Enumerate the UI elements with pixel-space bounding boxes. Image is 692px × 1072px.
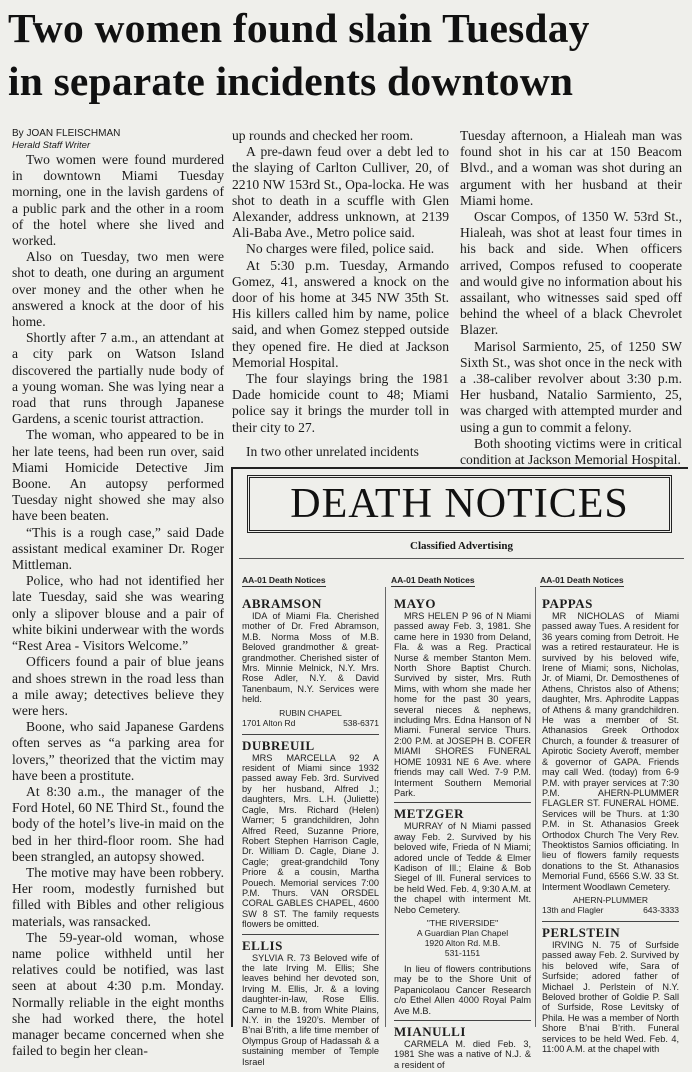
paragraph: The motive may have been robbery. Her room, modestly furnished but filled with Bibles and other religious materials, was ransacked. — [12, 864, 224, 929]
headline — [8, 2, 688, 108]
article-column-1 — [12, 128, 224, 1059]
section-label: AA-01 Death Notices — [391, 575, 475, 585]
notice-name: MAYO — [394, 596, 436, 611]
notice-chapel — [242, 708, 379, 728]
divider — [242, 734, 379, 735]
divider — [239, 558, 684, 559]
chapel-name: "THE RIVERSIDE" — [426, 917, 499, 928]
paragraph: Officers found a pair of blue jeans and shoes strewn in the road less than a mile away; detectives believe they were hers. — [12, 654, 224, 718]
chapel-address: 1920 Alton Rd. M.B. — [424, 937, 501, 948]
chapel-address: 1701 Alton Rd — [242, 717, 296, 728]
notice-name: PERLSTEIN — [542, 924, 621, 940]
paragraph: In two other unrelated incidents — [246, 444, 419, 459]
chapel-phone: 531-1151 — [444, 947, 481, 958]
notice-body: MRS MARCELLA 92 A resident of Miami since 1932 passed away Feb. 3rd. Survived by her husband, Alfred J.; daughters, Mrs. L.H. (Juliette) Cagle, Mrs. Richard (Helen) Warner; 5 grandchildren, John Alfred Reed, Suzanne Priore, Robert Stephen Harrison Cagle, Dr. William D. Cagle, Diane J. Cagle; great-grandchild Tony Priore & a cousin, Martha Pouech. Memorial services 7:00 P.M. Thurs. VAN ORSDEL CORAL GABLES CHAPEL, 4600 SW 8 ST. The family requests flowers be omitted. — [242, 752, 379, 930]
divider — [394, 1020, 531, 1021]
section-label: AA-01 Death Notices — [540, 575, 624, 585]
notice-name: PAPPAS — [542, 596, 593, 611]
paragraph: No charges were filed, police said. — [246, 241, 435, 257]
paragraph: Police, who had not identified her late Tuesday, said she was wearing only a slipover blouse and a pair of white bikini underwear with the words “Rest Area - Visitors Welcome.” — [12, 573, 224, 654]
notice-name: DUBREUIL — [242, 737, 315, 753]
notice-body: IRVING N. 75 of Surfside passed away Feb. 2. Survived by his beloved wife, Sara of Surfside; adored father of Michael J. Perlstein of N.Y. Beloved brother of Goldie P. Sall of Surfside, Rose Levitsky of Phila. He was a member of North Shore B’nai B’rith. Funeral services to be held Wed. Feb. 4, 11:00 A.M. at the chapel with — [542, 939, 679, 1055]
byline — [12, 128, 224, 152]
death-notices-section — [231, 467, 688, 1070]
article-column-2-continued — [232, 444, 449, 460]
headline-line-1: Two women found slain Tuesday — [8, 5, 590, 51]
notice-body: MR NICHOLAS of Miami passed away Tues. A resident for 36 years coming from Detroit. He was a retired restaurateur. He is survived by his beloved wife, Irene of Miami; sons, Nicholas, Jr. of Miami, Dr. Demosthenes of Athens, Christos also of Athens; daughter, Mrs. Aphrodite Lappas of Athens & many grandchildren. He was a member of St. Athanasios Greek Orthodox Church, a founder & treasurer of Apirotic Society Averoff, member & governor of GAPA. Friends may call Wed. (today) from 6-9 P.M. with prayer services at 7:30 P.M. AHERN-PLUMMER FLAGLER ST. FUNERAL HOME. Services will be Thurs. at 1:30 P.M. in St. Athanasios Greek Orthodox Church The Very Rev. Theoktistos Samios officiating. In lieu of flowers family requests donations to the St. Athanasios Memorial Fund, 6566 S.W. 33 St. Interment Woodlawn Cemetery. — [542, 611, 679, 892]
notice-body: IDA of Miami Fla. Cherished mother of Dr. Fred Abramson, M.B. Norma Moss of M.B. Beloved grandmother & great-grandmother. Cherished sister of Mrs. Minnie Melnick, N.Y. Mrs. Rose Adler, N.Y. & David Tanenbaum, N.Y. Services were held. — [242, 611, 379, 705]
notice-name: MIANULLI — [394, 1024, 466, 1039]
paragraph: up rounds and checked her room. — [232, 128, 414, 143]
paragraph: Shortly after 7 a.m., an attendant at a city park on Watson Island discovered the partially nude body of a young woman. She was lying near a road that runs through Japanese Gardens, a scenic tourist attraction. — [12, 330, 224, 427]
chapel-name: AHERN-PLUMMER — [572, 894, 649, 905]
paragraph: The woman, who appeared to be in her late teens, had been run over, said Miami Homicide Detective Jim Boone. An autopsy performed Tuesday night showed she may also have been beaten. — [12, 427, 224, 524]
death-notices-title: DEATH NOTICES — [247, 475, 672, 533]
notices-column-3 — [542, 595, 679, 1056]
divider — [394, 802, 531, 803]
paragraph: Oscar Compos, of 1350 W. 53rd St., Hialeah, was shot at least four times in his back and side. When officers arrived, Compos refused to cooperate and would give no information about his assailant, who witnesses said sped off behind the wheel of a black Chevrolet Blazer. — [460, 209, 682, 338]
paragraph: Two women were found murdered in downtown Miami Tuesday morning, one in the lavish gardens of a public park and the other in a room of the hotel where she lived and worked. — [12, 152, 224, 249]
notice-name: METZGER — [394, 806, 464, 822]
paragraph: At 8:30 a.m., the manager of the Ford Hotel, 60 NE Third St., found the body of the hotel’s live-in maid on the bed in her third-floor room. She had been strangled, an autopsy showed. — [12, 783, 224, 864]
article-column-2 — [232, 128, 449, 436]
chapel-contact — [242, 718, 379, 728]
notice-name: ABRAMSON — [242, 596, 322, 611]
notice-body: CARMELA M. died Feb. 3, 1981 She was a native of N.J. & a resident of — [394, 1039, 531, 1070]
paragraph: A pre-dawn feud over a debt led to the slaying of Carlton Culliver, 20, of 2210 NW 153rd St., Opa-locka. He was shot to death in a scuffle with Glen Alexander, address unknown, at 2139 Ali-Baba Ave., Metro police said. — [232, 144, 449, 241]
notice-chapel — [542, 895, 679, 915]
paragraph: Both shooting victims were in critical condition at Jackson Memorial Hospital. — [460, 435, 682, 468]
notices-column-2 — [394, 595, 531, 1072]
notices-column-1 — [242, 595, 379, 1069]
headline-line-2: in separate incidents downtown — [8, 58, 574, 104]
byline-author: By JOAN FLEISCHMAN — [12, 128, 121, 139]
byline-role: Herald Staff Writer — [12, 140, 91, 151]
paragraph: Boone, who said Japanese Gardens often serves as “a parking area for lovers,” theorized that the victim may have been a prostitute. — [12, 719, 224, 783]
death-notices-subtitle: Classified Advertising — [410, 540, 513, 552]
notice-body: In lieu of flowers contributions may be to the Shore Unit of Papanicolaou Cancer Research c/o Ethel Allen 4000 Royal Palm Ave M.B. — [394, 963, 531, 1016]
chapel-subtitle: A Guardian Plan Chapel — [416, 927, 509, 938]
chapel-contact — [542, 905, 679, 915]
paragraph: Tuesday afternoon, a Hialeah man was found shot in his car at 150 Beacom Blvd., and a woman was shot during an argument with her husband at their Miami home. — [460, 128, 682, 208]
notice-body: MURRAY of N Miami passed away Feb. 2. Survived by his beloved wife, Frieda of N Miami; adored uncle of Tedde & Elmer Kadison of Ill.; Elaine & Bob Siegel of Ill. Funeral services to be held Wed. Feb. 4, 9:30 A.M. at the chapel with interment Mt. Nebo Cemetery. — [394, 821, 531, 915]
chapel-address: 13th and Flagler — [542, 904, 604, 915]
paragraph: “This is a rough case,” said Dade assistant medical examiner Dr. Roger Mittleman. — [12, 524, 224, 573]
notice-body: MRS HELEN P 96 of N Miami passed away Feb. 3, 1981. She came here in 1930 from Deland, Fla. & was a Reg. Practical Nurse & member Stanton Mem. North Shore Baptist Church. Survived by sister, Mrs. Ruth Mims, with whom she made her home for the past 30 years, several nieces & nephews, including Mrs. Edna Hanson of N Miami. Funeral service Thurs. 2:00 P.M. at JOSEPH B. COFER MIAMI SHORES FUNERAL HOME 10931 NE 6 Ave. where friends may call Wed. 7-9 P.M. Interment Southern Memorial Park. — [394, 611, 531, 798]
paragraph: The four slayings bring the 1981 Dade homicide count to 48; Miami police say it brings the murder toll in their city to 27. — [232, 371, 449, 435]
divider — [535, 587, 536, 1027]
section-label: AA-01 Death Notices — [242, 575, 326, 585]
divider — [385, 587, 386, 1027]
divider — [242, 934, 379, 935]
paragraph: The 59-year-old woman, whose name police withheld until her relatives could be notified, was last seen at about 4:30 p.m. Monday. Normally reliable in the eight months she had worked there, the hotel manager became concerned when she failed to begin her clean- — [12, 929, 224, 1059]
notice-body: SYLVIA R. 73 Beloved wife of the late Irving M. Ellis; She leaves behind her devoted son, Irving M. Ellis, Jr. & a loving daughter-in-law, Rose Ellis. Came to M.B. from White Plains, N.Y. in the 1920’s. Member of B’nai B’rith, a life time member of Olympus Group of Hadassah & a sustaining member of Temple Israel — [242, 952, 379, 1067]
paragraph: Marisol Sarmiento, 25, of 1250 SW Sixth St., was shot once in the neck with a .38-caliber revolver about 3:30 p.m. Her husband, Natalio Sarmiento, 25, was charged with attempted murder and using a gun to commit a felony. — [460, 338, 682, 435]
chapel-name: RUBIN CHAPEL — [279, 707, 342, 718]
article-column-3 — [460, 128, 682, 468]
paragraph: Also on Tuesday, two men were shot to death, one during an argument over money and the other when he answered a knock at the door of his home. — [12, 249, 224, 330]
divider — [542, 921, 679, 922]
notice-name: ELLIS — [242, 937, 283, 953]
notice-chapel — [394, 918, 531, 958]
paragraph: At 5:30 p.m. Tuesday, Armando Gomez, 41, answered a knock on the door of his home at 345 NW 35th St. His killers called him by name, police said, and when Gomez stepped outside they opened fire. He died at Jackson Memorial Hospital. — [232, 257, 449, 370]
chapel-phone: 538-6371 — [343, 717, 379, 728]
chapel-phone: 643-3333 — [643, 904, 679, 915]
